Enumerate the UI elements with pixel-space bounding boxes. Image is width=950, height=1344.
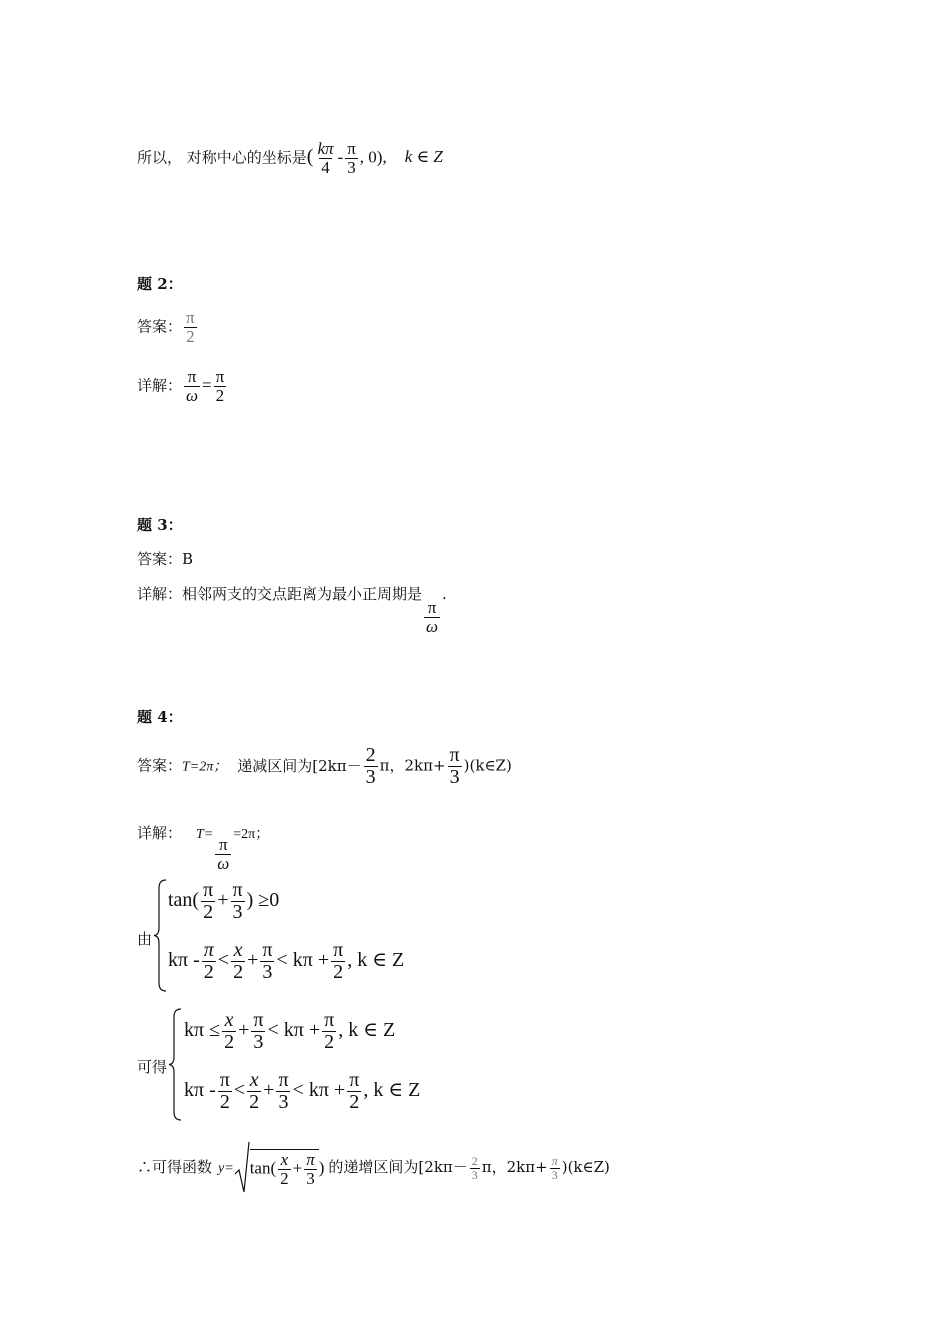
k-in-z: , k ∈ Z [338, 1019, 396, 1042]
frac-pi-2: $\frac{\pi}{2}$ [203, 879, 214, 923]
k-pi-leq: kπ ≤ [184, 1019, 221, 1042]
frac-x-2: $\frac{x}{2}$ [280, 1149, 289, 1188]
system2-line1 [184, 1010, 395, 1053]
sqrt-sign [234, 1140, 250, 1196]
q3-answer: 答案：B [137, 550, 194, 568]
plus: + [217, 889, 229, 912]
frac-x-2: $\frac{x}{2}$ [224, 1009, 235, 1053]
period: . [442, 585, 447, 603]
frac-pi-3: $\frac{\pi}{3}$ [262, 939, 273, 983]
frac-pi-2: $\frac{\pi}{2}$ [333, 939, 344, 983]
k-pi-minus: kπ - [184, 1079, 216, 1102]
kede-label: 可得 [137, 1058, 168, 1076]
p1-prefix: 所以， 对称中心的坐标是 [137, 148, 307, 167]
y-equals: y= [218, 1161, 234, 1176]
q4-detail-label: 详解： [137, 824, 183, 842]
coord-tail: , 0), [359, 147, 387, 167]
fraction-k-pi-over-4: $\frac{k\pi}{4}$ [317, 139, 334, 177]
q3-detail-text: 详解：相邻两支的交点距离为最小正周期是 [137, 585, 423, 603]
q2-detail [137, 368, 228, 405]
k-in-z: , k ∈ Z [347, 949, 405, 972]
frac-pi-3: $\frac{\pi}{3}$ [232, 879, 243, 923]
frac-pi-2: $\frac{\pi}{2}$ [203, 939, 214, 983]
k-in-z: , k ∈ Z [363, 1079, 421, 1102]
you-label: 由 [137, 930, 153, 948]
less-than: < [233, 1079, 246, 1102]
q4-title: 题 4： [137, 708, 183, 726]
increasing-interval-start: 的递增区间为[2kπ－ [328, 1158, 468, 1176]
q2-answer [137, 309, 199, 346]
q4-answer-interval-start: 递减区间为[2kπ－ [237, 756, 362, 775]
q3-title: 题 3： [137, 516, 183, 534]
q2-detail-fraction-1: $\frac{\pi}{\omega}$ [186, 367, 199, 405]
q2-title: 题 2： [137, 275, 183, 293]
q4-answer-label: 答案： [137, 756, 183, 775]
conclusion-prefix: ∴可得函数 [137, 1158, 213, 1176]
tan-open: tan( [168, 889, 200, 912]
frac-pi-2: $\frac{\pi}{2}$ [349, 1069, 360, 1113]
q4-detail [137, 822, 269, 873]
frac-2-3: $\frac{2}{3}$ [471, 1153, 478, 1182]
frac-pi-3: $\frac{\pi}{3}$ [551, 1153, 558, 1182]
plus: + [292, 1157, 303, 1177]
lt-k-pi-plus: < kπ + [276, 949, 330, 972]
plus: + [247, 949, 259, 972]
open-paren: ( [306, 145, 314, 168]
increasing-interval-mid: π，2kπ+ [481, 1158, 548, 1176]
plus: + [263, 1079, 275, 1102]
system1-line2 [168, 940, 404, 983]
q2-answer-label: 答案： [137, 317, 183, 336]
plus: + [238, 1019, 250, 1042]
frac-pi-2: $\frac{\pi}{2}$ [324, 1009, 335, 1053]
minus-sign: - [337, 147, 344, 167]
frac-pi-2: $\frac{\pi}{2}$ [219, 1069, 230, 1113]
k-in-z: k ∈ Z [404, 147, 443, 167]
frac-pi-3: $\frac{\pi}{3}$ [253, 1009, 264, 1053]
q3-detail-fraction: $\frac{\pi}{\omega}$ [426, 598, 439, 636]
less-than: < [217, 949, 230, 972]
q4-answer-fraction-1: $\frac{2}{3}$ [365, 744, 376, 788]
sqrt-expression [234, 1140, 325, 1196]
q4-answer [137, 745, 512, 788]
q4-answer-fraction-2: $\frac{\pi}{3}$ [449, 744, 460, 788]
frac-x-2: $\frac{x}{2}$ [233, 939, 244, 983]
q2-answer-fraction: $\frac{\pi}{2}$ [186, 308, 195, 346]
tan-open: tan( [249, 1157, 277, 1177]
frac-pi-3: $\frac{\pi}{3}$ [306, 1149, 315, 1188]
frac-pi-3: $\frac{\pi}{3}$ [278, 1069, 289, 1113]
q2-detail-label: 详解： [137, 376, 183, 395]
left-brace-2 [168, 1007, 184, 1122]
q4-detail-tail: =2π； [233, 827, 270, 842]
close-paren: ) [318, 1158, 325, 1177]
conclusion-line [137, 1140, 610, 1196]
k-pi-minus: kπ - [168, 949, 200, 972]
equals-sign: = [202, 375, 212, 395]
geq-zero: ) ≥0 [246, 889, 280, 912]
q2-detail-fraction-2: $\frac{\pi}{2}$ [215, 367, 225, 405]
symmetry-center-line [137, 140, 443, 177]
q4-answer-interval-mid: π，2kπ+ [379, 756, 446, 775]
q4-detail-T: T= [196, 827, 214, 842]
left-brace-1 [153, 878, 169, 993]
sqrt-radicand [250, 1149, 319, 1188]
lt-k-pi-plus: < kπ + [292, 1079, 346, 1102]
q3-detail [137, 583, 447, 636]
system1-line1 [168, 880, 279, 923]
increasing-interval-end: )(k∈Z) [561, 1158, 610, 1176]
lt-k-pi-plus: < kπ + [267, 1019, 321, 1042]
fraction-pi-over-3: $\frac{\pi}{3}$ [347, 139, 356, 177]
q4-answer-period: T=2π； [182, 759, 228, 775]
q4-detail-fraction: $\frac{\pi}{\omega}$ [217, 835, 230, 873]
q4-answer-interval-end: )(k∈Z) [463, 756, 512, 775]
system2-line2 [184, 1070, 420, 1113]
frac-x-2: $\frac{x}{2}$ [249, 1069, 260, 1113]
